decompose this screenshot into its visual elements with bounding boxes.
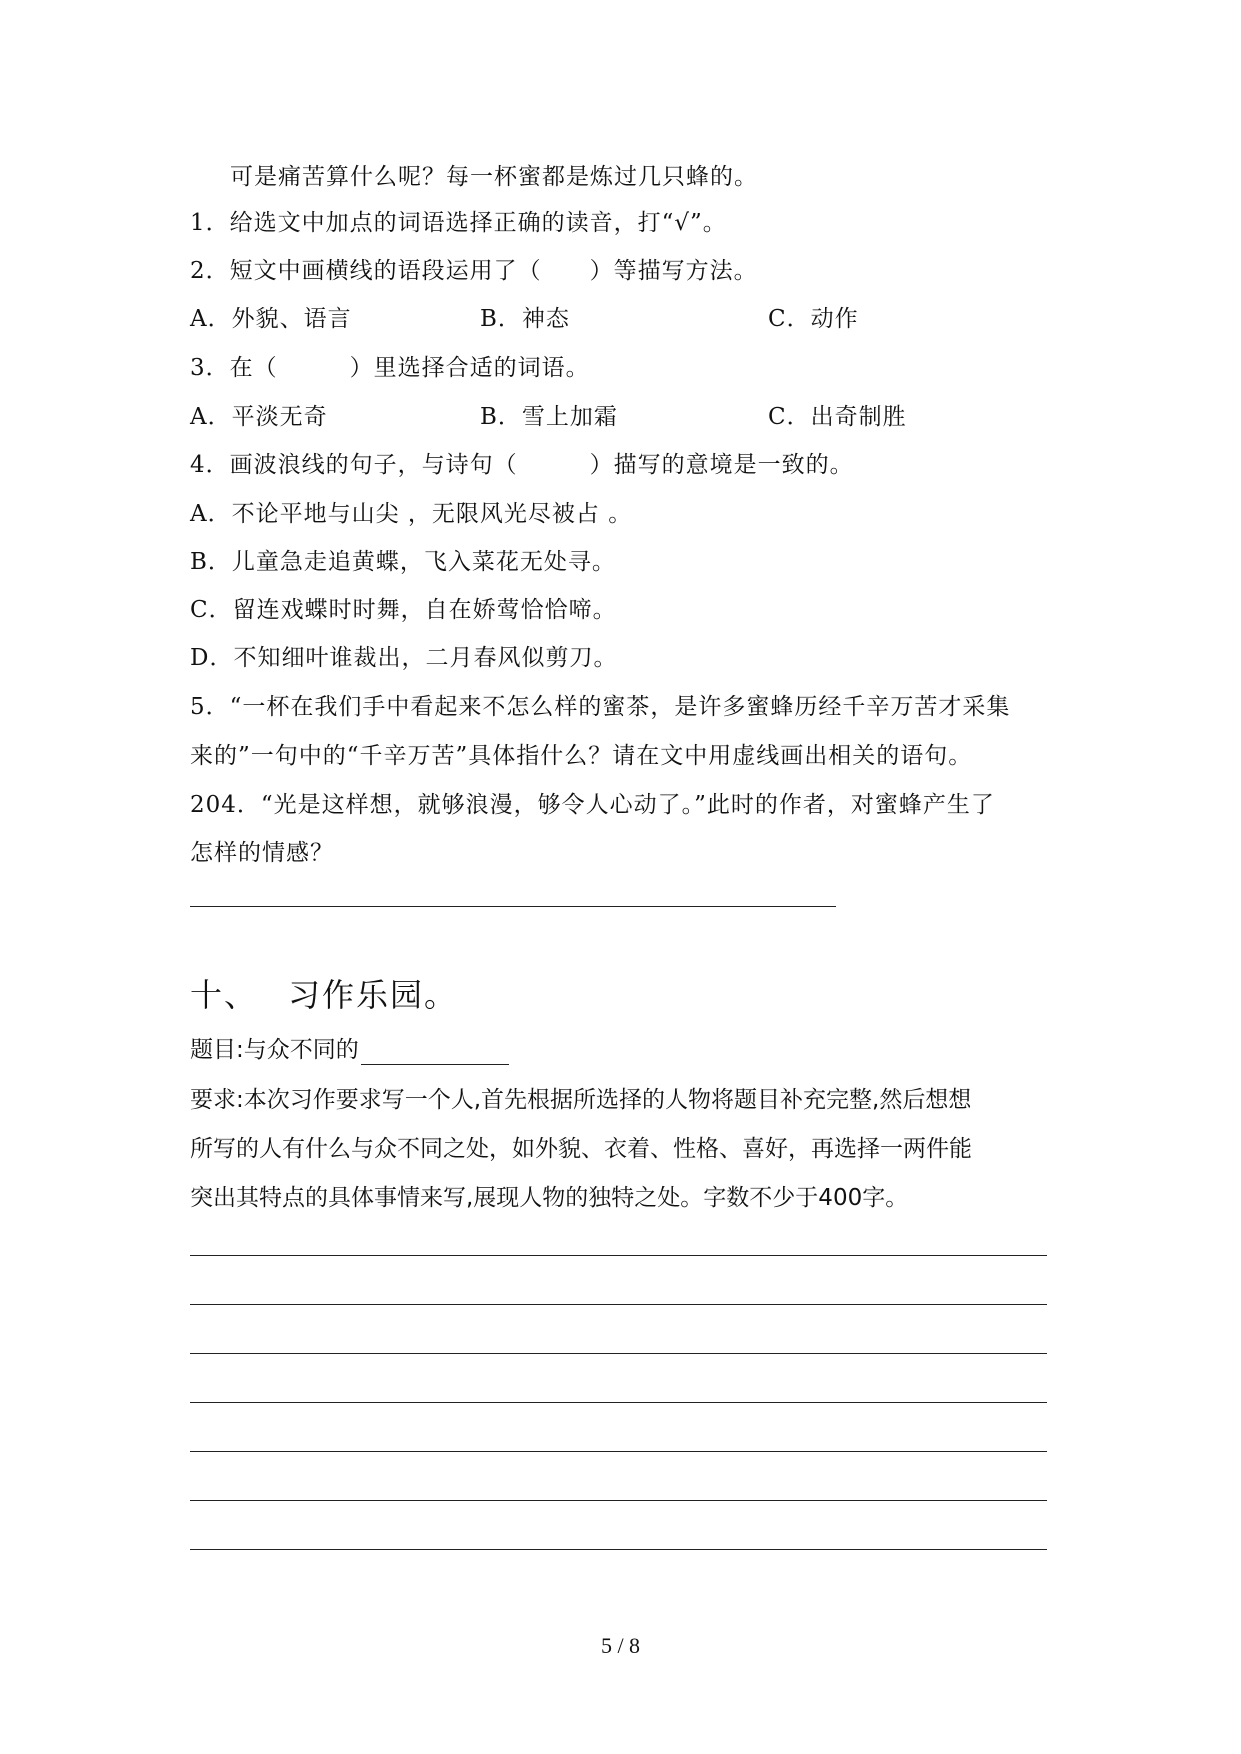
writing-line[interactable]: [190, 1549, 1047, 1550]
question-4-option-d: D．不知细叶谁裁出，二月春风似剪刀。: [190, 645, 618, 671]
writing-line[interactable]: [190, 1304, 1047, 1305]
writing-line[interactable]: [190, 1451, 1047, 1452]
question-4-stem: 4．画波浪线的句子，与诗句（ ）描写的意境是一致的。: [190, 452, 854, 478]
section-10-title: 习作乐园。: [288, 976, 459, 1014]
question-6-line-2: 怎样的情感？: [190, 840, 334, 866]
question-2-stem: 2．短文中画横线的语段运用了（ ）等描写方法。: [190, 258, 758, 284]
question-1: 1．给选文中加点的词语选择正确的读音，打“√”。: [190, 210, 727, 236]
question-5-line-1: 5．“一杯在我们手中看起来不怎么样的蜜茶，是许多蜜蜂历经千辛万苦才采集: [190, 694, 1011, 720]
question-6-line-1: 204．“光是这样想，就够浪漫，够令人心动了。”此时的作者，对蜜蜂产生了: [190, 792, 995, 818]
question-5-line-2: 来的”一句中的“千辛万苦”具体指什么？请在文中用虚线画出相关的语句。: [190, 743, 973, 769]
composition-topic-blank[interactable]: [361, 1040, 509, 1065]
composition-requirement-line-2: 所写的人有什么与众不同之处，如外貌、衣着、性格、喜好，再选择一两件能: [190, 1136, 972, 1162]
question-2-option-a: A．外貌、语言: [190, 306, 352, 332]
question-3-option-b: B．雪上加霜: [480, 404, 618, 430]
writing-line[interactable]: [190, 1402, 1047, 1403]
writing-line[interactable]: [190, 1353, 1047, 1354]
question-4-option-c: C．留连戏蝶时时舞，自在娇莺恰恰啼。: [190, 597, 617, 623]
writing-line[interactable]: [190, 1500, 1047, 1501]
question-3-option-c: C．出奇制胜: [768, 404, 907, 430]
section-10-number: 十、: [190, 976, 259, 1014]
composition-requirement-line-1: 要求:本次习作要求写一个人,首先根据所选择的人物将题目补充完整,然后想想: [190, 1087, 972, 1113]
page-number: 5 / 8: [600, 1633, 641, 1658]
question-2-option-c: C．动作: [768, 306, 859, 332]
composition-topic-label: 题目:与众不同的: [190, 1037, 359, 1063]
question-3-option-a: A．平淡无奇: [190, 404, 328, 430]
section-10-heading: [190, 975, 458, 1015]
question-3-stem: 3．在（ ）里选择合适的词语。: [190, 355, 590, 381]
question-4-option-a: A．不论平地与山尖 ，无限风光尽被占 。: [190, 501, 633, 527]
question-2-option-b: B．神态: [480, 306, 570, 332]
question-4-option-b: B．儿童急走追黄蝶，飞入菜花无处寻。: [190, 549, 616, 575]
passage-closing-line: 可是痛苦算什么呢？每一杯蜜都是炼过几只蜂的。: [230, 164, 758, 190]
writing-line[interactable]: [190, 1255, 1047, 1256]
composition-topic: [190, 1035, 509, 1065]
composition-requirement-line-3: 突出其特点的具体事情来写,展现人物的独特之处。字数不少于400字。: [190, 1185, 909, 1211]
question-6-answer-line[interactable]: [190, 906, 836, 907]
